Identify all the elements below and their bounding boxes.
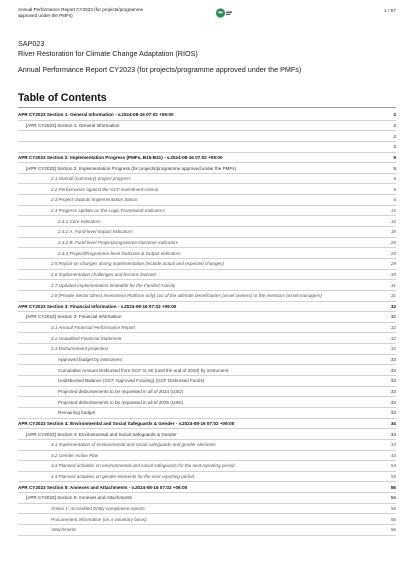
toc-entry-page: 34	[390, 442, 396, 448]
toc-entry-page: 2	[393, 122, 396, 128]
toc-entry-label: 2.4.2 B. Fund-level Project/programme Outcome Indicators	[58, 240, 179, 245]
toc-entry-page: 31	[390, 282, 396, 288]
toc-entry-label: Cumulative Amount Disbursed from GCF to AE (until the end of 2023) by instrument	[58, 367, 229, 373]
toc-entry[interactable]	[18, 195, 396, 206]
toc-entry-page: 20	[390, 250, 396, 256]
toc-entry-label: Attachments	[51, 527, 77, 533]
toc-entry-label: 4.3 Planned activities on environmental and social safeguards for the next reporting period	[51, 463, 235, 469]
toc-entry[interactable]	[18, 280, 396, 291]
toc-entry-page: 33	[390, 357, 396, 363]
toc-entry[interactable]	[18, 142, 396, 153]
toc-entry-page: 33	[390, 367, 396, 373]
toc-entry-page: 33	[390, 399, 396, 405]
toc-entry[interactable]	[18, 333, 396, 344]
toc-entry[interactable]	[18, 397, 396, 408]
toc-entry-label: [APR CY2023] Section 2: Implementation Progress (for projects/programme approved under the PMFs)	[26, 165, 237, 171]
toc-entry-page: 30	[390, 271, 396, 277]
toc-entry-label: [APR CY2023] Section 4: Environmental and Social Safeguards & Gender	[26, 431, 177, 437]
toc-entry[interactable]	[18, 493, 396, 504]
toc-entry[interactable]	[18, 355, 396, 366]
toc-entry-label: 3.2 Unaudited Financial Statement	[51, 335, 122, 341]
toc-entry-label: 2.8 [Private Sector Direct Investment Platform only] List of the ultimate beneficiaries (asset owners) or the investors (asset managers)	[51, 293, 322, 299]
toc-entry[interactable]	[18, 514, 396, 525]
toc-entry-page: 33	[390, 410, 396, 416]
toc-entry[interactable]	[18, 302, 396, 313]
toc-entry-page: 20	[390, 240, 396, 245]
toc-entry-label: 2.1 Overall (summary) project progress	[51, 176, 131, 182]
toc-entry-label: Procurement information (on a voluntary basis)	[51, 516, 147, 522]
toc-entry[interactable]	[18, 227, 396, 238]
toc-entry-label: 2.6 Implementation challenges and lessons learned	[51, 271, 156, 277]
toc-entry-label: 2.4.1 Core Indicators	[58, 218, 101, 224]
toc-entry-label: Undisbursed Balance (GCF Approved Funding) (GCF Disbursed Funds)	[58, 378, 205, 384]
toc-entry[interactable]	[18, 216, 396, 227]
project-info	[18, 39, 396, 75]
toc-entry[interactable]	[18, 440, 396, 451]
project-name: River Restoration for Climate Change Adaptation (RIOS)	[18, 49, 198, 58]
toc-entry[interactable]	[18, 387, 396, 398]
toc-entry-page: 33	[390, 388, 396, 394]
toc-entry-label: 4.4 Planned activities on gender elements for the next reporting period	[51, 474, 195, 480]
toc-entry-label: APR CY2023 Section 1: General Information - v.2024-08-16 07:02 +09:00	[18, 112, 174, 118]
toc-entry[interactable]	[18, 323, 396, 334]
toc-entry-page: 16	[390, 218, 396, 224]
toc-entry[interactable]	[18, 163, 396, 174]
toc-entry[interactable]	[18, 408, 396, 419]
toc-title: Table of Contents	[18, 92, 396, 108]
toc-entry-label: APR CY2023 Section 2: Implementation Progress (PMFs, B15-B31) - v.2024-08-16 07:02 +09:00	[18, 154, 223, 160]
toc-entry-page: 6	[393, 197, 396, 203]
toc-entry[interactable]	[18, 238, 396, 249]
toc-entry-page: 33	[390, 378, 396, 384]
adaptation-fund-logo-icon	[215, 7, 233, 19]
toc-entry-page: 32	[390, 303, 396, 309]
toc-entry[interactable]	[18, 504, 396, 515]
toc-entry-label: Projected disbursements to be requested in all of 2024 (USD)	[58, 388, 184, 394]
toc-entry[interactable]	[18, 461, 396, 472]
toc-entry[interactable]	[18, 312, 396, 323]
toc-entry-label: Remaining budget	[58, 410, 96, 416]
toc-entry[interactable]	[18, 174, 396, 185]
toc-entry[interactable]	[18, 376, 396, 387]
toc-entry-page: 29	[390, 261, 396, 267]
toc-entry[interactable]	[18, 482, 396, 493]
toc-entry[interactable]	[18, 419, 396, 430]
toc-entry-page: 2	[393, 144, 396, 150]
toc-entry[interactable]	[18, 270, 396, 281]
toc-entry-page: 5	[393, 154, 396, 160]
page-header	[18, 0, 396, 30]
toc-entry-label: 2.5 Report on changes during implementation (include actual and expected changes)	[51, 261, 224, 267]
toc-entry-label: 2.4 Progress Update on the Logic Framework Indicators	[51, 208, 165, 214]
toc-entry-label: 2.3 Project Outputs Implementation Status	[51, 197, 138, 203]
toc-entry-page: 32	[390, 314, 396, 320]
toc-entry-page: 54	[390, 463, 396, 469]
toc-entry[interactable]	[18, 451, 396, 462]
toc-entry-page: 56	[390, 527, 396, 533]
toc-entry-page: 32	[390, 325, 396, 331]
toc-entry-label: 2.4.3 Project/Programme-level Outcome & Output Indicators	[58, 250, 181, 256]
toc-entry[interactable]	[18, 429, 396, 440]
toc-entry-label: 3.1 Annual Financial Performance Report	[51, 325, 136, 331]
page-indicator: 1 / 57	[383, 9, 396, 14]
toc-entry-label: [APR CY2023] Section 3: Financial Information	[26, 314, 122, 320]
toc-entry-page: 56	[390, 495, 396, 501]
toc-entry[interactable]	[18, 110, 396, 121]
toc-entry-page: 15	[390, 208, 396, 214]
toc-entry-page: 56	[390, 506, 396, 512]
toc-entry[interactable]	[18, 131, 396, 142]
toc-entry[interactable]	[18, 525, 396, 536]
toc-entry-label: 2.7 Updated implementation timetable for the Funded Activity	[51, 282, 176, 288]
toc-entry-page: 34	[390, 431, 396, 437]
toc-entry-page: 56	[390, 484, 396, 490]
toc-entry[interactable]	[18, 206, 396, 217]
toc-entry-page: 2	[393, 133, 396, 139]
toc-entry-label: 4.1 Implementation of environmental and social safeguards and gender elements	[51, 442, 216, 448]
toc-entry-label: 2.2 Performance against the GCF investment criteria	[51, 186, 159, 192]
toc-entry-label: APR CY2023 Section 5: Annexes and Attachments - v.2024-08-16 07:02 +09:00	[18, 484, 188, 490]
toc-entry[interactable]	[18, 184, 396, 195]
toc-entry-page: 5	[393, 165, 396, 171]
toc-entry-page: 34	[390, 420, 396, 426]
toc-entry-page: 6	[393, 176, 396, 182]
toc-entry-page: 43	[390, 452, 396, 458]
toc-entry[interactable]	[18, 472, 396, 483]
toc-entry-label: APR CY2023 Section 3: Financial Information - v.2024-08-16 07:02 +09:00	[18, 303, 177, 309]
toc-entry-page: 55	[390, 474, 396, 480]
table-of-contents	[18, 110, 396, 536]
toc-entry-page: 2	[393, 112, 396, 118]
toc-entry[interactable]	[18, 259, 396, 270]
toc-entry[interactable]	[18, 153, 396, 164]
toc-entry-label: [APR CY2023] Section 5: Annexes and Attachments	[26, 495, 132, 501]
toc-entry-label: 3.3 Disbursement projection	[51, 346, 109, 352]
project-code: SAP023	[18, 39, 45, 48]
toc-entry[interactable]	[18, 248, 396, 259]
toc-entry-page: 32	[390, 346, 396, 352]
toc-entry-page: 18	[390, 229, 396, 235]
report-title: Annual Performance Report CY2023 (for projects/programme approved under the PMFs)	[18, 65, 302, 74]
toc-entry-label: [APR CY2023] Section 1: General Information	[26, 122, 120, 128]
toc-entry-page: 31	[390, 293, 396, 299]
toc-entry-page: 6	[393, 186, 396, 192]
toc-entry-label: APR CY2023 Section 4: Environmental and Social Safeguards & Gender - v.2024-08-16 07:02 +09:00	[18, 420, 235, 426]
toc-entry-label: Approved budget by instrument	[58, 357, 122, 363]
toc-entry-page: 32	[390, 335, 396, 341]
toc-entry[interactable]	[18, 291, 396, 302]
toc-entry-label: Annex 1: Accredited Entity compliance reports	[51, 506, 145, 512]
toc-entry-label: 4.2 Gender Action Plan	[51, 452, 99, 458]
toc-entry-label: 2.4.2 A. Fund-level Impact Indicators	[58, 229, 133, 235]
toc-entry-label: Projected disbursements to be requested in all of 2025 (USD)	[58, 399, 184, 405]
toc-entry-page: 56	[390, 516, 396, 522]
header-title: Annual Performance Report CY2023 (for projects/programme approved under the PMFs)	[18, 7, 144, 18]
toc-entry[interactable]	[18, 121, 396, 132]
toc-entry[interactable]	[18, 344, 396, 355]
toc-entry[interactable]	[18, 365, 396, 376]
